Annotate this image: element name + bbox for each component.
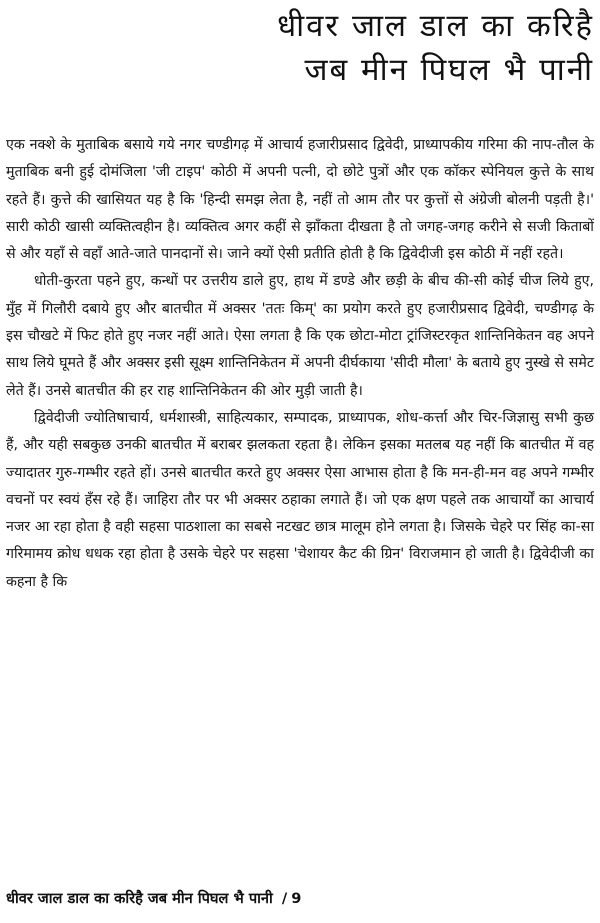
footer-separator: /: [281, 890, 288, 907]
paragraph-2: धोती-कुरता पहने हुए, कन्धों पर उत्तरीय डाले हुए, हाथ में डण्डे और छड़ी के बीच की-सी कोई चीज लिये हुए, मुँह में गिलौरी दबाये हुए और बातचीत में अक्सर 'ततः किम्' का प्रयोग करते हुए हजारीप्रसाद द्विवेदी, चण्डीगढ़ के इस चौखटे में फिट होते हुए नजर नहीं आते। ऐसा लगता है कि एक छोटा-मोटा ट्रांजिस्टरकृत शान्तिनिकेतन वह अपने साथ लिये घूमते हैं और अक्सर इसी सूक्ष्म शान्तिनिकेतन में अपनी दीर्घकाया 'सीदी मौला' के बताये हुए नुस्खे से समेट लेते हैं। उनसे बातचीत की हर राह शान्तिनिकेतन की ओर मुड़ी जाती है।: [6, 273, 594, 399]
paragraph-1: एक नक्शे के मुताबिक बसाये गये नगर चण्डीगढ़ में आचार्य हजारीप्रसाद द्विवेदी, प्राध्यापकीय गरिमा की नाप-तौल के मुताबिक बनी हुई दोमंजिला 'जी टाइप' कोठी में अपनी पत्नी, दो छोटे पुत्रों और एक कॉकर स्पेनियल कुत्ते के साथ रहते हैं। कुत्ते की खासियत यह है कि 'हिन्दी समझ लेता है, नहीं तो आम तौर पर कुत्तों से अंग्रेजी बोलनी पड़ती है।' सारी कोठी खासी व्यक्तित्वहीन है। व्यक्तित्व अगर कहीं से झाँकता दीखता है तो जगह-जगह करीने से सजी किताबों से और यहाँ से वहाँ आते-जाते पानदानों से। जाने क्यों ऐसी प्रतीति होती है कि द्विवेदीजी इस कोठी में नहीं रहते।: [6, 137, 594, 263]
running-title: धीवर जाल डाल का करिहै जब मीन पिघल भै पानी: [6, 890, 273, 907]
running-footer: [6, 885, 594, 913]
body-text: [6, 132, 594, 596]
chapter-heading: [34, 4, 594, 92]
chapter-heading-line-2: जब मीन पिघल भै पानी: [304, 52, 594, 88]
paragraph-3: द्विवेदीजी ज्योतिषाचार्य, धर्मशास्त्री, साहित्यकार, सम्पादक, प्राध्यापक, शोध-कर्त्ता और चिर-जिज्ञासु सभी कुछ हैं, और यही सबकुछ उनकी बातचीत में बराबर झलकता रहता है। लेकिन इसका मतलब यह नहीं कि बातचीत में वह ज्यादातर गुरु-गम्भीर रहते हों। उनसे बातचीत करते हुए अक्सर ऐसा आभास होता है कि मन-ही-मन वह अपने गम्भीर वचनों पर स्वयं हँस रहे हैं। जाहिरा तौर पर भी अक्सर ठहाका लगाते हैं। जो एक क्षण पहले तक आचार्यों का आचार्य नजर आ रहा होता है वही सहसा पाठशाला का सबसे नटखट छात्र मालूम होने लगता है। जिसके चेहरे पर सिंह का-सा गरिमामय क्रोध धधक रहा होता है उसके चेहरे पर सहसा 'चेशायर कैट की ग्रिन' विराजमान हो जाती है। द्विवेदीजी का कहना है कि: [6, 409, 594, 590]
chapter-heading-line-1: धीवर जाल डाल का करिहै: [277, 8, 594, 44]
page-number: 9: [291, 890, 302, 907]
